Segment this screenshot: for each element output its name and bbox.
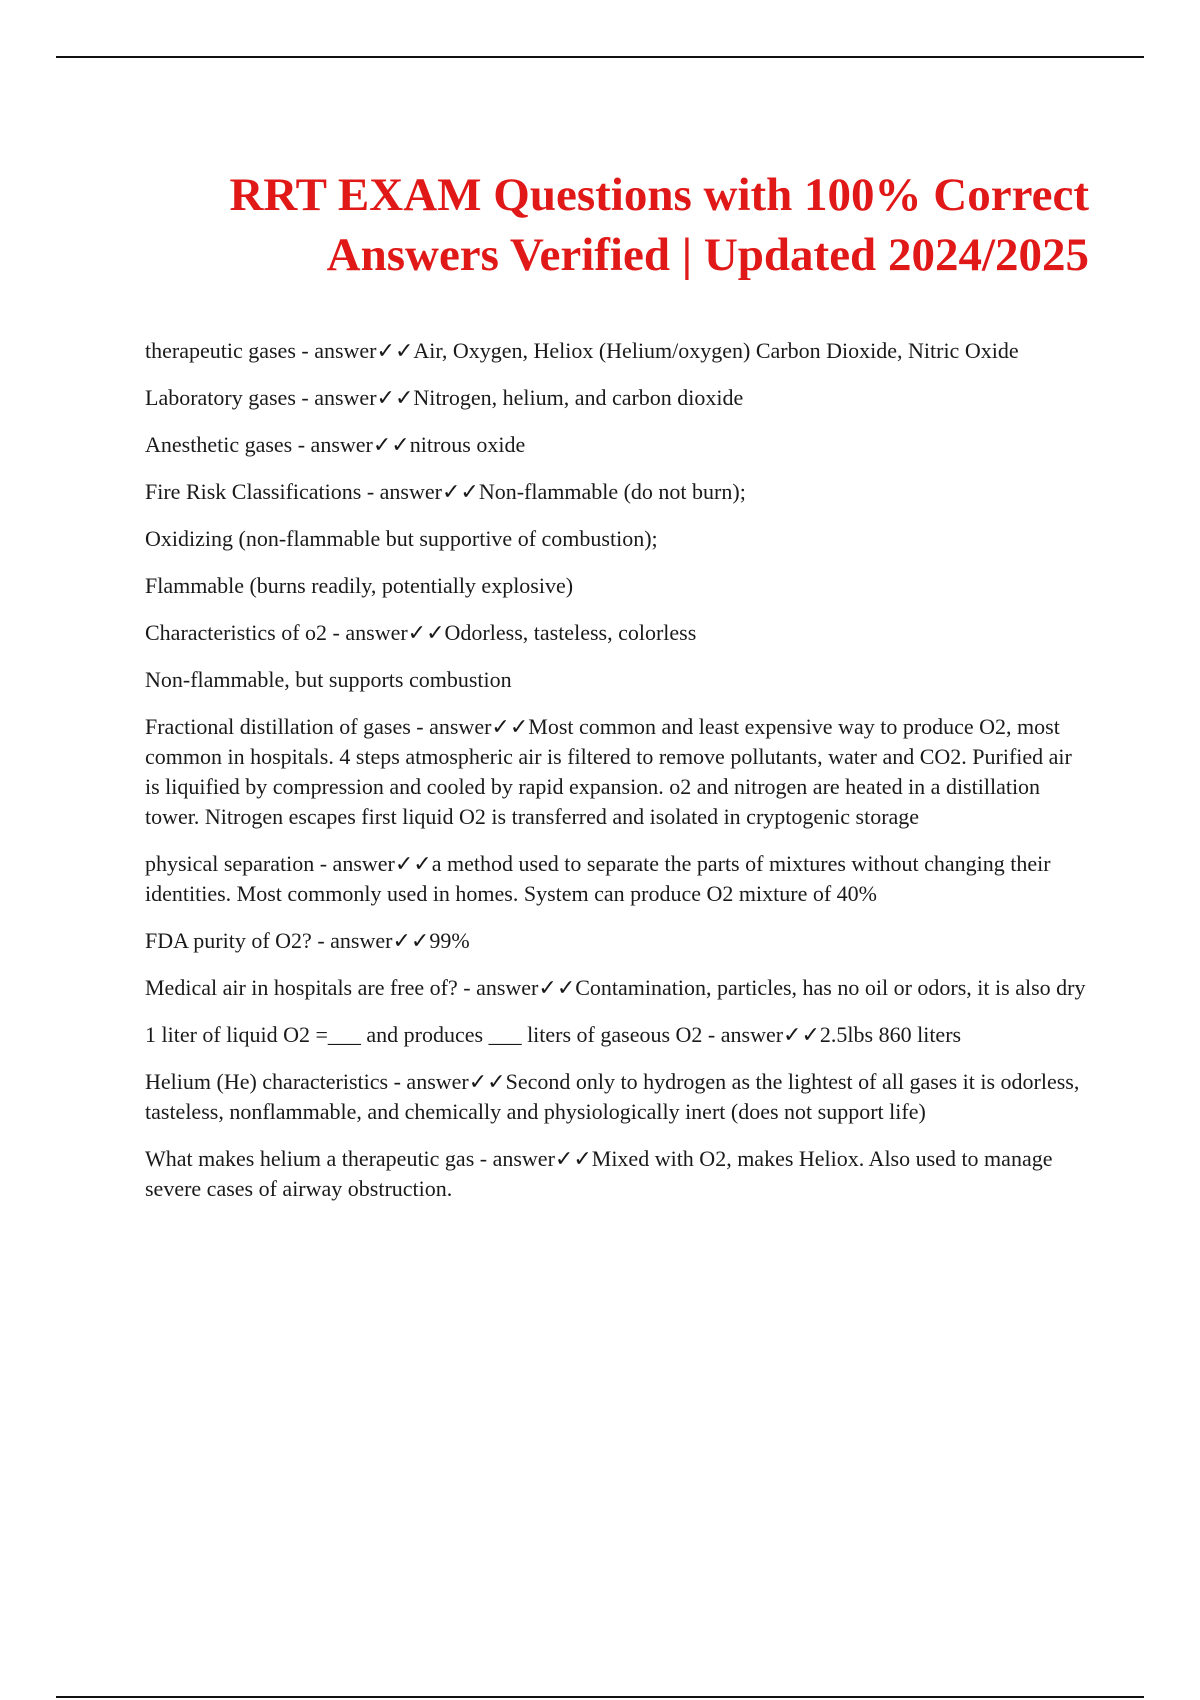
qa-entry: Non-flammable, but supports combustion [145,667,512,692]
header-rule [56,56,1144,58]
qa-entry: Oxidizing (non-flammable but supportive of combustion); [145,526,658,551]
title-line-2: Answers Verified | Updated 2024/2025 [326,229,1089,281]
qa-entry: therapeutic gases - answer✓✓Air, Oxygen, Heliox (Helium/oxygen) Carbon Dioxide, Nitric Oxide [145,338,1019,363]
document-title [149,165,1089,285]
qa-entry: FDA purity of O2? - answer✓✓99% [145,928,470,953]
qa-entry: Medical air in hospitals are free of? - answer✓✓Contamination, particles, has no oil or odors, it is also dry [145,975,1086,1000]
footer-rule [56,1696,1144,1698]
qa-entry: Anesthetic gases - answer✓✓nitrous oxide [145,432,526,457]
qa-entry: 1 liter of liquid O2 =___ and produces ___ liters of gaseous O2 - answer✓✓2.5lbs 860 liters [145,1022,962,1047]
qa-entry: Flammable (burns readily, potentially explosive) [145,573,574,598]
qa-entry: physical separation - answer✓✓a method used to separate the parts of mixtures without changing their identities. Most commonly used in homes. System can produce O2 mixture of 40% [145,851,1051,906]
qa-entry: Fire Risk Classifications - answer✓✓Non-flammable (do not burn); [145,479,746,504]
qa-entry: Helium (He) characteristics - answer✓✓Second only to hydrogen as the lightest of all gases it is odorless, tasteless, nonflammable, and chemically and physiologically inert (does not support life) [145,1069,1080,1124]
qa-entry: What makes helium a therapeutic gas - answer✓✓Mixed with O2, makes Heliox. Also used to manage severe cases of airway obstruction. [145,1146,1053,1201]
qa-entry: Fractional distillation of gases - answer✓✓Most common and least expensive way to produce O2, most common in hospitals. 4 steps atmospheric air is filtered to remove pollutants, water and CO2. Purified air is liquified by compression and cooled by rapid expansion. o2 and nitrogen are heated in a distillation tower. Nitrogen escapes first liquid O2 is transferred and isolated in cryptogenic storage [145,714,1072,829]
qa-list [145,336,1091,1221]
title-line-1: RRT EXAM Questions with 100% Correct [229,169,1089,221]
qa-entry: Laboratory gases - answer✓✓Nitrogen, helium, and carbon dioxide [145,385,744,410]
qa-entry: Characteristics of o2 - answer✓✓Odorless, tasteless, colorless [145,620,697,645]
